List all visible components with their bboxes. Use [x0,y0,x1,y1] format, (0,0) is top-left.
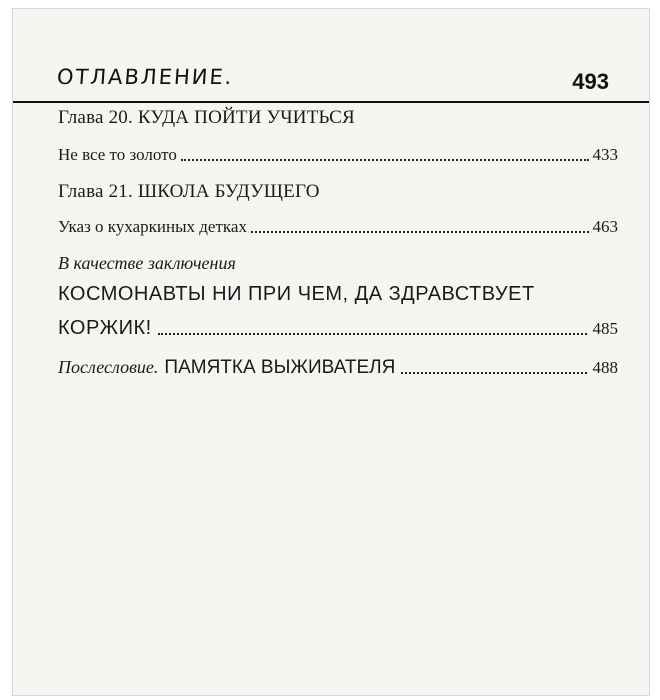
chapter-20-label: Глава 20. [58,107,133,128]
chapter-20-entry-text: Не все то золото [58,145,177,164]
chapter-21-entry[interactable] [58,217,618,237]
leader-dots [251,231,589,233]
afterword-page: 488 [592,358,618,377]
conclusion-title-line-1[interactable]: КОСМОНАВТЫ НИ ПРИ ЧЕМ, ДА ЗДРАВСТВУЕТ [58,283,535,305]
chapter-21-entry-page: 463 [592,217,618,236]
book-page [12,8,650,696]
afterword-entry[interactable] [58,357,618,379]
conclusion-page: 485 [592,319,618,338]
header-rule [13,101,650,103]
page-number: 493 [572,69,609,94]
conclusion-section-label: В качестве заключения [58,253,236,273]
chapter-21-entry-text: Указ о кухаркиных детках [58,217,247,236]
afterword-title: ПАМЯТКА ВЫЖИВАТЕЛЯ [164,357,396,378]
chapter-21-heading [58,181,618,203]
chapter-20-title: КУДА ПОЙТИ УЧИТЬСЯ [137,107,355,128]
chapter-21-title: ШКОЛА БУДУЩЕГО [137,181,320,202]
leader-dots [181,159,589,161]
leader-dots [401,372,586,374]
running-title: ОТЛАВЛЕНИЕ. [56,65,235,89]
chapter-20-entry-page: 433 [592,145,618,164]
page-header [13,9,649,99]
conclusion-title-line-2[interactable] [58,317,618,340]
leader-dots [158,333,587,335]
chapter-21-label: Глава 21. [58,181,133,202]
chapter-20-entry[interactable] [58,145,618,165]
chapter-20-heading [58,107,618,129]
afterword-label: Послесловие. [58,357,159,377]
conclusion-title-end: КОРЖИК! [58,317,152,339]
